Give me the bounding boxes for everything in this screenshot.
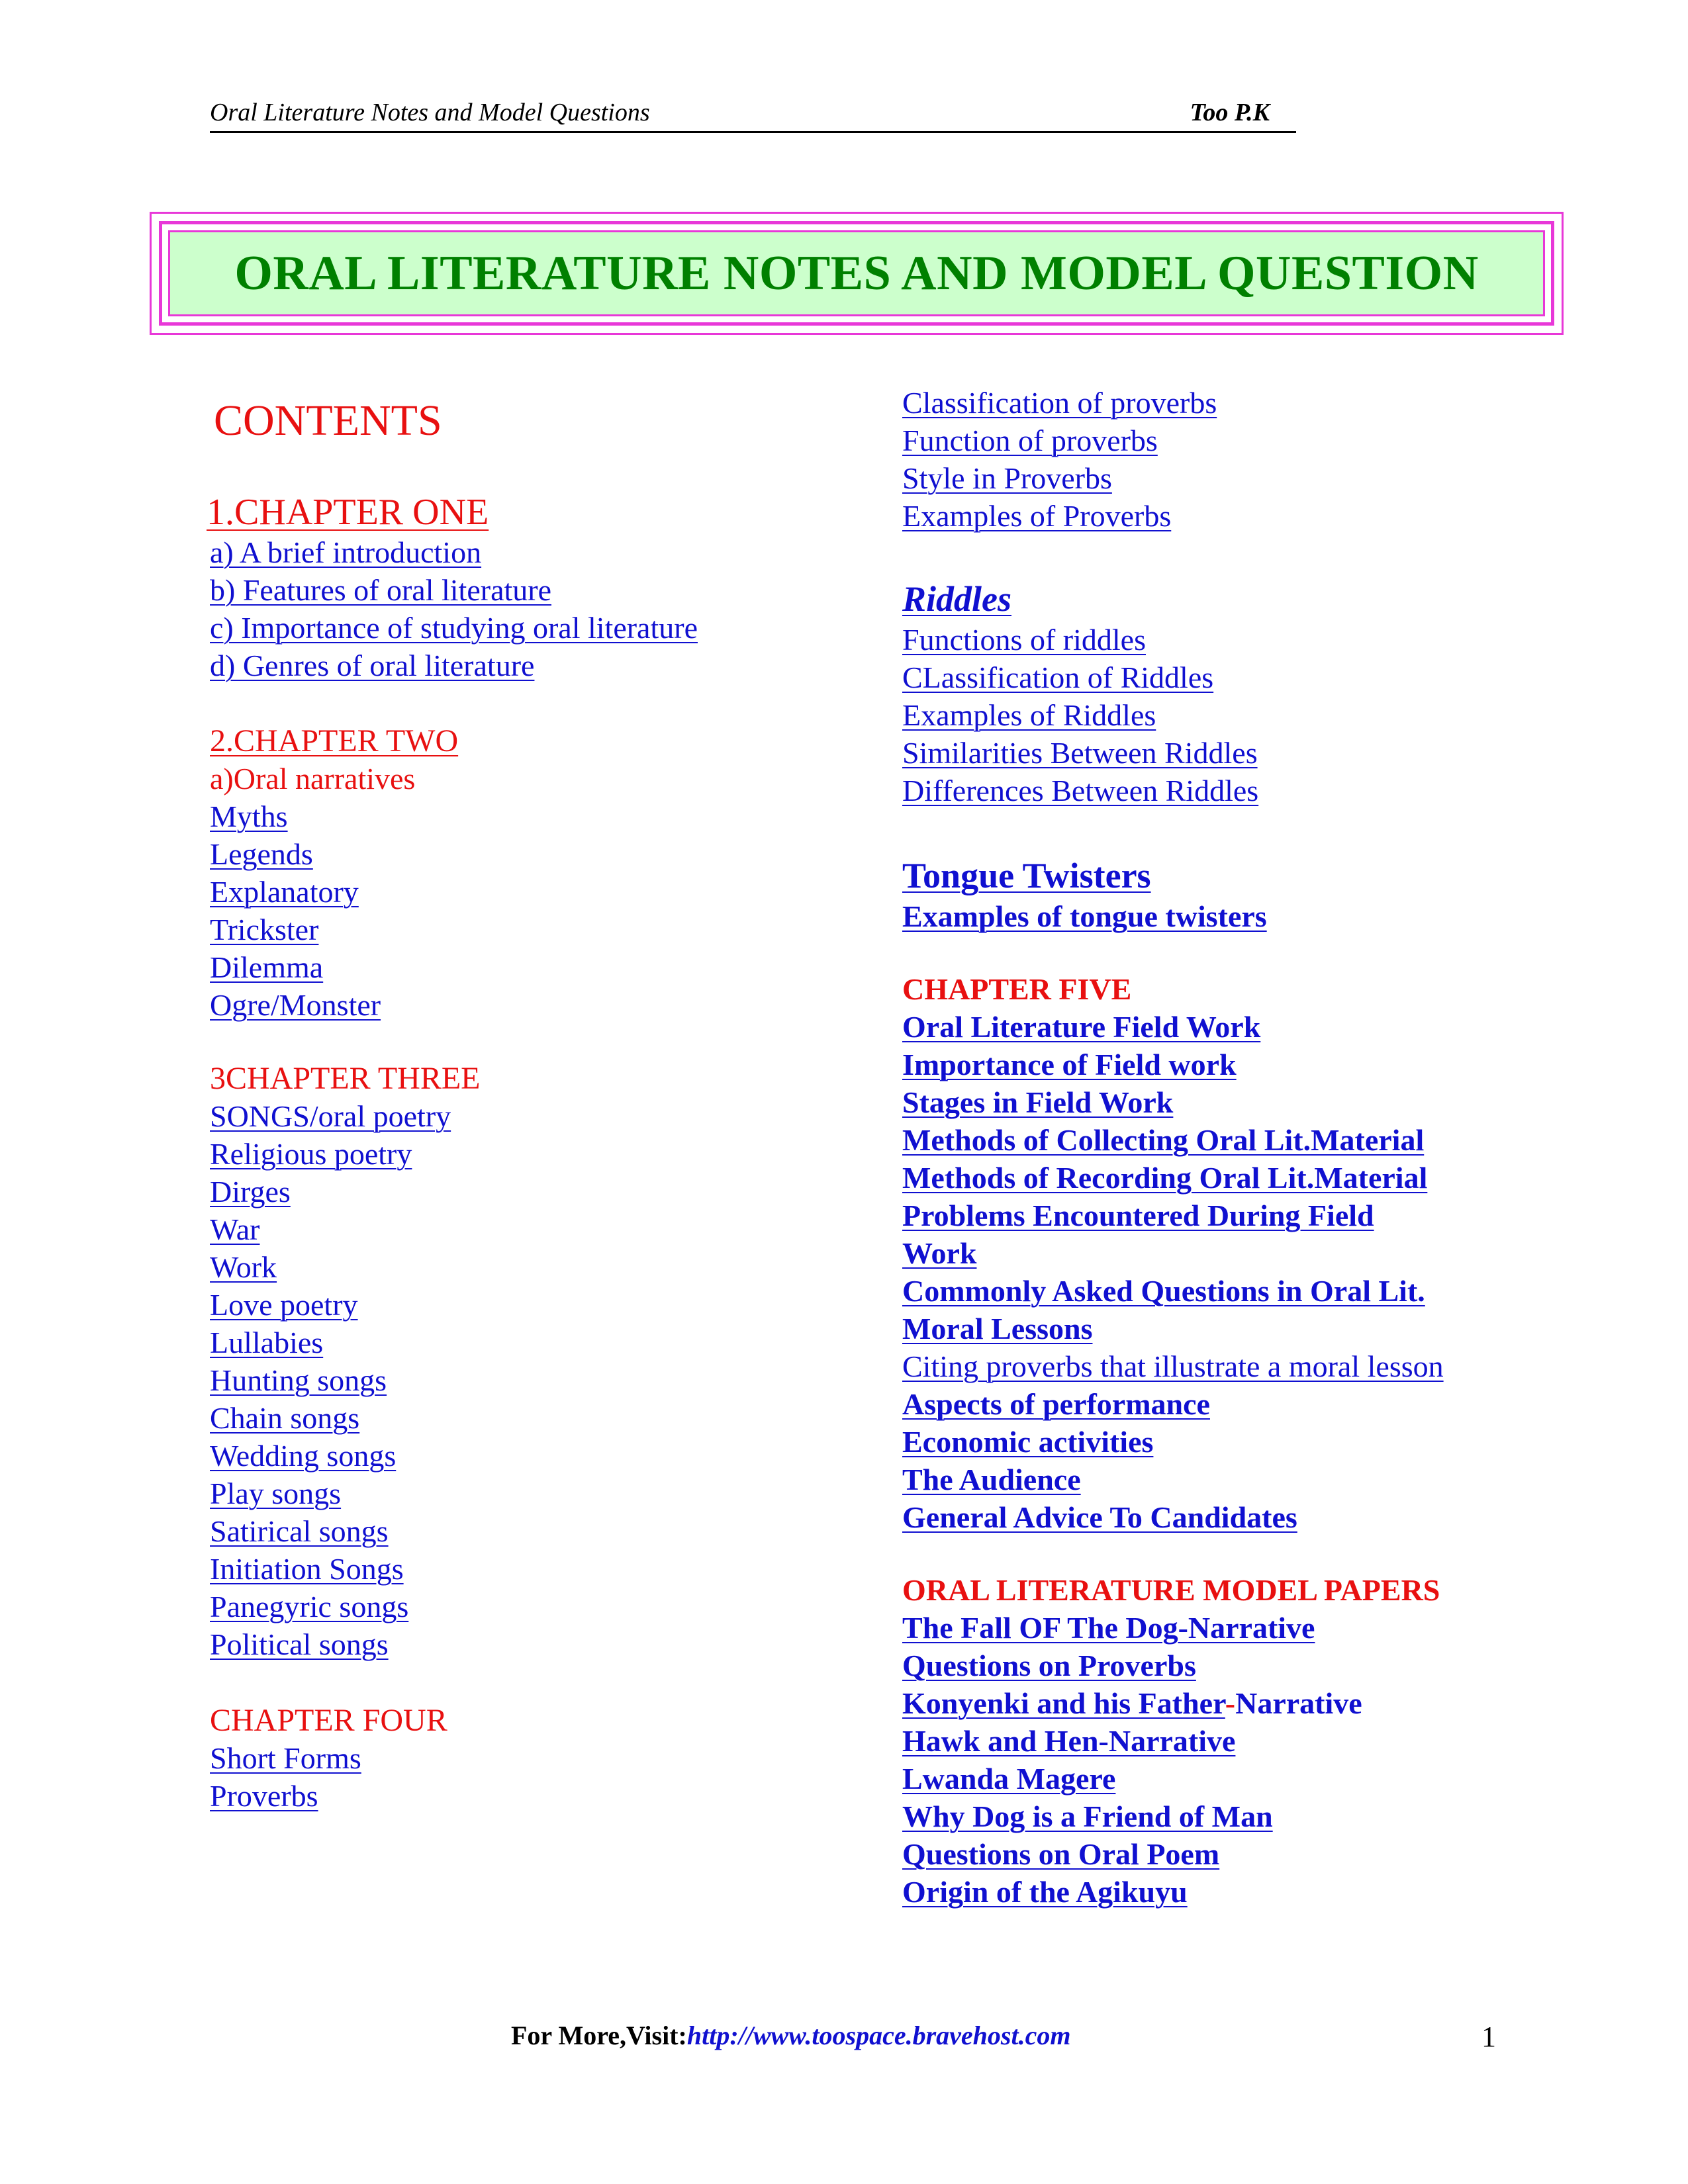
toc-link-war[interactable]: War xyxy=(210,1212,260,1246)
konyenki-entry xyxy=(902,1686,1362,1721)
riddles-heading[interactable]: Riddles xyxy=(902,579,1012,619)
konyenki-dash: - xyxy=(1225,1686,1236,1720)
toc-link-myths[interactable]: Myths xyxy=(210,799,288,833)
toc-link-questions-proverbs[interactable]: Questions on Proverbs xyxy=(902,1649,1196,1682)
toc-link-differences-riddles[interactable]: Differences Between Riddles xyxy=(902,774,1259,807)
toc-link-intro[interactable]: a) A brief introduction xyxy=(210,535,482,569)
toc-link-functions-riddles[interactable]: Functions of riddles xyxy=(902,623,1146,657)
toc-link-hunting[interactable]: Hunting songs xyxy=(210,1363,387,1397)
chapter-two-heading[interactable]: 2.CHAPTER TWO xyxy=(210,723,459,758)
toc-link-chain[interactable]: Chain songs xyxy=(210,1401,360,1435)
toc-link-legends[interactable]: Legends xyxy=(210,837,313,871)
toc-link-problems-field-cont[interactable]: Work xyxy=(902,1236,977,1270)
toc-link-proverbs[interactable]: Proverbs xyxy=(210,1779,318,1813)
chapter-three-heading: 3CHAPTER THREE xyxy=(210,1061,481,1096)
toc-link-satirical[interactable]: Satirical songs xyxy=(210,1514,389,1548)
toc-link-ogre[interactable]: Ogre/Monster xyxy=(210,988,381,1022)
page-number: 1 xyxy=(1481,2021,1496,2053)
toc-link-aspects-performance[interactable]: Aspects of performance xyxy=(902,1387,1210,1421)
oral-narratives-subheading: a)Oral narratives xyxy=(210,762,416,796)
toc-link-examples-tongue-twisters[interactable]: Examples of tongue twisters xyxy=(902,899,1267,933)
toc-link-importance[interactable]: c) Importance of studying oral literature xyxy=(210,611,698,645)
toc-link-citing-proverbs[interactable]: Citing proverbs that illustrate a moral lesson xyxy=(902,1349,1444,1383)
title-box xyxy=(168,230,1545,316)
toc-link-konyenki[interactable]: Konyenki and his Father xyxy=(902,1686,1225,1720)
toc-link-dilemma[interactable]: Dilemma xyxy=(210,950,324,984)
model-papers-heading: ORAL LITERATURE MODEL PAPERS xyxy=(902,1573,1440,1607)
konyenki-rest: Narrative xyxy=(1235,1686,1362,1720)
tongue-twisters-heading[interactable]: Tongue Twisters xyxy=(902,856,1151,895)
toc-link-genres[interactable]: d) Genres of oral literature xyxy=(210,649,535,682)
toc-link-love[interactable]: Love poetry xyxy=(210,1288,358,1322)
toc-link-examples-riddles[interactable]: Examples of Riddles xyxy=(902,698,1156,732)
toc-link-why-dog[interactable]: Why Dog is a Friend of Man xyxy=(902,1799,1273,1833)
toc-link-examples-proverbs[interactable]: Examples of Proverbs xyxy=(902,499,1172,533)
footer-label: For More,Visit: xyxy=(511,2021,687,2050)
toc-link-similarities-riddles[interactable]: Similarities Between Riddles xyxy=(902,736,1258,770)
toc-link-trickster[interactable]: Trickster xyxy=(210,913,319,946)
chapter-five-heading: CHAPTER FIVE xyxy=(902,972,1132,1006)
chapter-one-heading[interactable]: 1.CHAPTER ONE xyxy=(207,492,489,533)
chapter-four-heading: CHAPTER FOUR xyxy=(210,1703,447,1738)
toc-link-commonly-asked[interactable]: Commonly Asked Questions in Oral Lit. xyxy=(902,1274,1425,1308)
toc-link-political[interactable]: Political songs xyxy=(210,1627,389,1661)
toc-link-methods-recording[interactable]: Methods of Recording Oral Lit.Material xyxy=(902,1161,1428,1195)
toc-link-wedding[interactable]: Wedding songs xyxy=(210,1439,397,1473)
toc-link-dirges[interactable]: Dirges xyxy=(210,1175,291,1208)
toc-link-problems-field[interactable]: Problems Encountered During Field xyxy=(902,1199,1374,1232)
contents-heading: CONTENTS xyxy=(214,396,442,445)
toc-link-function-proverbs[interactable]: Function of proverbs xyxy=(902,424,1158,457)
toc-link-lullabies[interactable]: Lullabies xyxy=(210,1326,324,1359)
header-title: Oral Literature Notes and Model Questions xyxy=(210,99,650,126)
toc-link-features[interactable]: b) Features of oral literature xyxy=(210,573,551,607)
toc-link-general-advice[interactable]: General Advice To Candidates xyxy=(902,1500,1297,1534)
toc-link-economic-activities[interactable]: Economic activities xyxy=(902,1425,1154,1459)
toc-link-play[interactable]: Play songs xyxy=(210,1477,342,1510)
toc-link-work[interactable]: Work xyxy=(210,1250,277,1284)
toc-link-stages-field-work[interactable]: Stages in Field Work xyxy=(902,1085,1174,1119)
toc-link-classification-proverbs[interactable]: Classification of proverbs xyxy=(902,386,1217,420)
footer-url-link[interactable]: http://www.toospace.bravehost.com xyxy=(686,2021,1071,2050)
footer xyxy=(511,2020,1070,2051)
running-header xyxy=(210,98,1296,133)
toc-link-methods-collecting[interactable]: Methods of Collecting Oral Lit.Material xyxy=(902,1123,1425,1157)
toc-link-questions-oral-poem[interactable]: Questions on Oral Poem xyxy=(902,1837,1220,1871)
toc-link-religious[interactable]: Religious poetry xyxy=(210,1137,412,1171)
header-author: Too P.K xyxy=(1190,99,1270,126)
toc-link-explanatory[interactable]: Explanatory xyxy=(210,875,359,909)
toc-link-classification-riddles[interactable]: CLassification of Riddles xyxy=(902,660,1214,694)
toc-link-origin-agikuyu[interactable]: Origin of the Agikuyu xyxy=(902,1875,1188,1909)
toc-link-audience[interactable]: The Audience xyxy=(902,1463,1081,1496)
page-title: ORAL LITERATURE NOTES AND MODEL QUESTION xyxy=(234,246,1479,300)
toc-link-panegyric[interactable]: Panegyric songs xyxy=(210,1590,409,1623)
toc-link-style-proverbs[interactable]: Style in Proverbs xyxy=(902,461,1112,495)
toc-link-short-forms[interactable]: Short Forms xyxy=(210,1741,361,1775)
toc-link-importance-field-work[interactable]: Importance of Field work xyxy=(902,1048,1237,1081)
toc-link-field-work[interactable]: Oral Literature Field Work xyxy=(902,1010,1261,1044)
toc-link-lwanda-magere[interactable]: Lwanda Magere xyxy=(902,1762,1116,1796)
toc-link-hawk-hen[interactable]: Hawk and Hen-Narrative xyxy=(902,1724,1236,1758)
toc-link-songs[interactable]: SONGS/oral poetry xyxy=(210,1099,451,1133)
toc-link-initiation[interactable]: Initiation Songs xyxy=(210,1552,404,1586)
toc-link-fall-of-dog[interactable]: The Fall OF The Dog-Narrative xyxy=(902,1611,1315,1645)
toc-link-moral-lessons[interactable]: Moral Lessons xyxy=(902,1312,1093,1345)
